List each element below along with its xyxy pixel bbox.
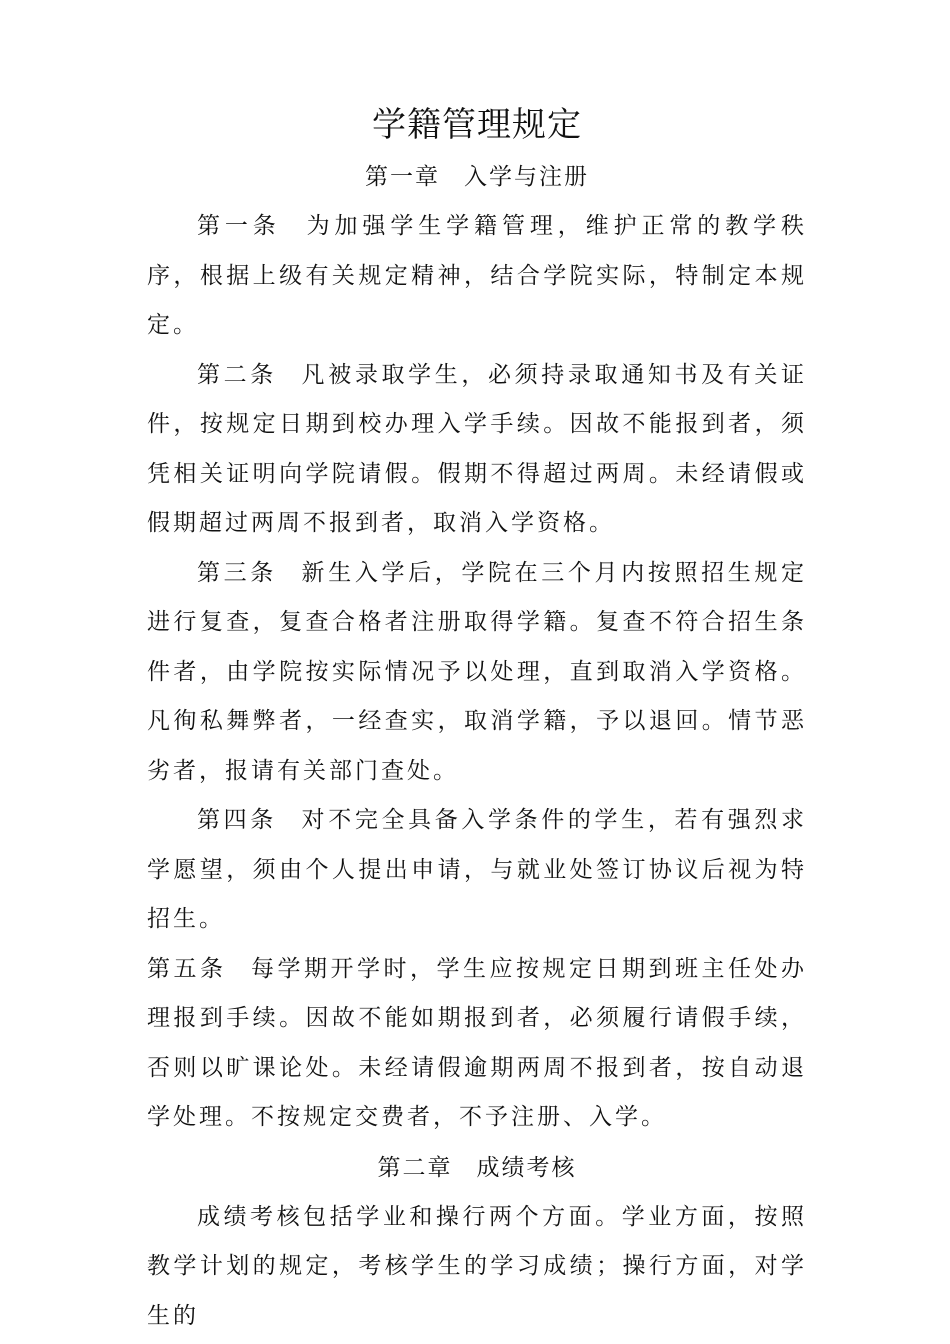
article-5-number: 第五条 [147, 955, 227, 982]
article-3 [147, 549, 807, 797]
article-5 [147, 945, 807, 1143]
chapter-2-intro: 成绩考核包括学业和操行两个方面。学业方面，按照教学计划的规定，考核学生的学习成绩；操行方面，对学生的 [147, 1203, 807, 1329]
article-1 [147, 202, 807, 351]
article-5-text: 每学期开学时，学生应按规定日期到班主任处办理报到手续。因故不能如期报到者，必须履行请假手续，否则以旷课论处。未经请假逾期两周不报到者，按自动退学处理。不按规定交费者，不予注册、入学。 [147, 955, 807, 1130]
chapter-2-heading [147, 1143, 807, 1193]
chapter-2-number: 第二章 [377, 1154, 453, 1181]
article-2 [147, 351, 807, 549]
chapter-1-heading [147, 152, 807, 202]
chapter-1-title: 入学与注册 [464, 164, 589, 190]
article-3-number: 第三条 [197, 559, 277, 586]
chapter-1-number: 第一章 [365, 164, 440, 190]
document-title: 学籍管理规定 [372, 105, 582, 145]
article-1-number: 第一条 [197, 213, 281, 239]
article-4-number: 第四条 [197, 807, 277, 833]
document-page [147, 98, 807, 1341]
article-4-text: 对不完全具备入学条件的学生，若有强烈求学愿望，须由个人提出申请，与就业处签订协议后视为特招生。 [147, 807, 808, 932]
article-4 [147, 796, 807, 945]
article-2-number: 第二条 [197, 361, 277, 388]
chapter-2-title: 成绩考核 [476, 1154, 577, 1181]
article-1-text: 为加强学生学籍管理，维护正常的教学秩序，根据上级有关规定精神，结合学院实际，特制定本规定。 [147, 213, 808, 338]
article-3-text: 新生入学后，学院在三个月内按照招生规定进行复查，复查合格者注册取得学籍。复查不符合招生条件者，由学院按实际情况予以处理，直到取消入学资格。凡徇私舞弊者，一经查实，取消学籍，予以退回。情节恶劣者，报请有关部门查处。 [147, 559, 808, 784]
article-2-text: 凡被录取学生，必须持录取通知书及有关证件，按规定日期到校办理入学手续。因故不能报到者，须凭相关证明向学院请假。假期不得超过两周。未经请假或假期超过两周不报到者，取消入学资格。 [147, 361, 808, 536]
